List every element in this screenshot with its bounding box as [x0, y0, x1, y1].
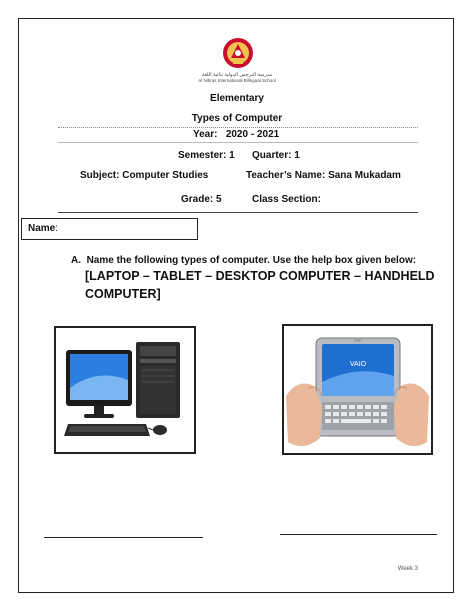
school-logo: [221, 36, 255, 70]
handheld-computer-image: [282, 324, 433, 455]
answer-line-2[interactable]: [280, 534, 437, 535]
title-divider: [58, 127, 418, 128]
name-field[interactable]: [21, 218, 198, 240]
handheld-maker-label: SONY: [353, 338, 363, 343]
class-section: Class Section:: [252, 194, 321, 205]
help-box-line-1: [LAPTOP – TABLET – DESKTOP COMPUTER – HANDHELD: [85, 269, 435, 283]
grade: Grade: 5: [181, 194, 222, 205]
level-heading: Elementary: [210, 93, 264, 104]
year-value: 2020 - 2021: [225, 129, 280, 140]
answer-line-1[interactable]: [44, 537, 203, 538]
school-name-arabic: مدرسة النرجس الدولية ثنائية اللغة: [201, 72, 273, 78]
question-text: Name the following types of computer. Use the help box given below:: [86, 255, 417, 266]
subject: Subject: Computer Studies: [80, 170, 209, 181]
quarter: Quarter: 1: [252, 150, 300, 161]
name-colon: :: [55, 223, 59, 234]
page-border: [18, 18, 454, 593]
question-prefix: A.: [71, 255, 81, 266]
header-bottom-rule: [58, 212, 418, 213]
help-box-line-2: COMPUTER]: [85, 287, 161, 301]
question-a: [71, 255, 416, 266]
semester: Semester: 1: [178, 150, 235, 161]
year-label: Year:: [193, 129, 218, 140]
teacher-name: Teacher’s Name: Sana Mukadam: [246, 170, 401, 181]
handheld-computer-illustration: [284, 326, 431, 453]
worksheet-title: Types of Computer: [191, 113, 283, 124]
handheld-brand-label: VAIO: [349, 361, 367, 368]
help-box: [85, 267, 445, 303]
year-row: [193, 129, 279, 140]
desktop-computer-illustration: [56, 328, 194, 452]
week-label: Week 3: [397, 566, 418, 572]
name-label: Name: [28, 223, 56, 234]
year-divider: [58, 142, 418, 143]
desktop-computer-image: [54, 326, 196, 454]
school-name-english: Al Nibras International Bilingual School: [198, 78, 276, 83]
